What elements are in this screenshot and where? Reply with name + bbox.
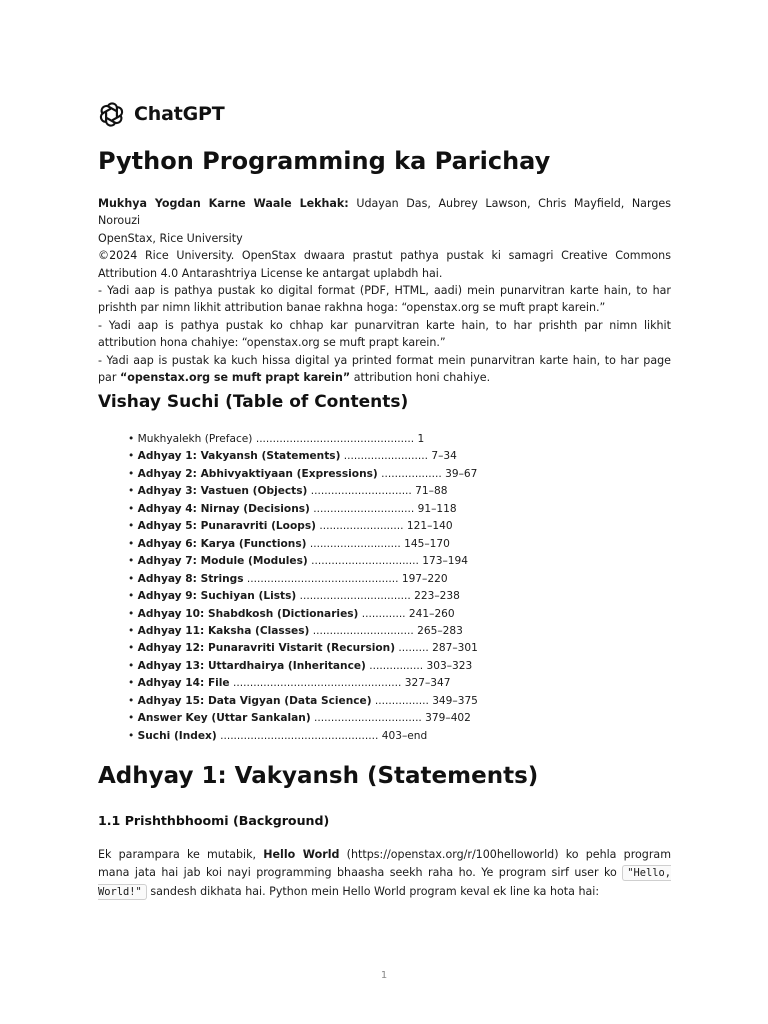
inline-code: "Hello, World!" (98, 866, 671, 898)
note-emphasis: “openstax.org se muft prapt karein” (119, 371, 351, 385)
toc-item (128, 553, 478, 570)
table-of-contents (128, 431, 478, 745)
toc-leader-dots: .............................. (307, 485, 416, 498)
toc-leader-dots: ............................................... (216, 729, 382, 742)
toc-item (128, 675, 478, 692)
toc-item-title: Adhyay 2: Abhivyaktiyaan (Expressions) (137, 467, 378, 480)
hello-world-term: Hello World (263, 848, 340, 861)
openai-logo-icon (98, 101, 125, 128)
toc-leader-dots: ................ (371, 694, 433, 707)
toc-item (128, 693, 478, 710)
toc-leader-dots: .................................................. (229, 677, 405, 690)
toc-item-pages: 349–375 (432, 694, 478, 707)
toc-item-title: Adhyay 5: Punaravriti (Loops) (137, 520, 316, 533)
attribution-note-digital: - Yadi aap is pathya pustak ko digital format (PDF, HTML, aadi) mein punarvitran karte hain, to har prishth par nimn likhit attribution banae rakhna hoga: “openstax.org se muft prapt karein.” (98, 284, 671, 315)
bullet: • (128, 712, 138, 725)
toc-item-title: Adhyay 15: Data Vigyan (Data Science) (137, 694, 372, 707)
toc-leader-dots: ................................ (307, 555, 423, 568)
bullet: • (128, 694, 138, 707)
section-heading: 1.1 Prishthbhoomi (Background) (98, 813, 330, 828)
toc-leader-dots: ......................... (340, 450, 432, 463)
bullet: • (128, 467, 138, 480)
toc-item-title: Suchi (Index) (137, 729, 217, 742)
bullet: • (128, 607, 138, 620)
bullet: • (128, 590, 138, 603)
toc-item-pages: 265–283 (417, 624, 463, 637)
attribution-note-print: - Yadi aap is pathya pustak ko chhap kar punarvitran karte hain, to har prishth par nimn likhit attribution hona chahiye: “openstax.org se muft prapt karein.” (98, 318, 671, 350)
toc-item-pages: 403–end (381, 729, 428, 742)
toc-leader-dots: ................................ (310, 712, 426, 725)
bullet: • (128, 677, 138, 690)
bullet: • (128, 485, 138, 498)
toc-item-pages: 287–301 (432, 642, 478, 655)
toc-item (128, 518, 478, 535)
bullet: • (128, 729, 138, 742)
toc-item-pages: 223–238 (414, 590, 460, 603)
authors-label: Mukhya Yogdan Karne Waale Lekhak: (98, 197, 349, 210)
logo (98, 100, 224, 128)
toc-leader-dots: .............................. (309, 502, 418, 515)
toc-item (128, 448, 478, 465)
chapter-heading: Adhyay 1: Vakyansh (Statements) (98, 763, 539, 789)
toc-item-title: Adhyay 11: Kaksha (Classes) (137, 624, 310, 637)
toc-item-title: Adhyay 9: Suchiyan (Lists) (137, 590, 297, 603)
front-matter (98, 195, 671, 386)
toc-item-title: Adhyay 6: Karya (Functions) (137, 537, 307, 550)
bullet: • (128, 572, 138, 585)
toc-item-pages: 241–260 (408, 607, 455, 620)
toc-leader-dots: ................ (365, 659, 427, 672)
toc-leader-dots: ................................. (296, 590, 415, 603)
page-title: Python Programming ka Parichay (98, 147, 551, 175)
bullet: • (128, 537, 138, 550)
toc-item-title: Answer Key (Uttar Sankalan) (137, 712, 311, 725)
toc-item (128, 623, 478, 640)
toc-item-title: Adhyay 7: Module (Modules) (137, 555, 308, 568)
toc-item-pages: 173–194 (422, 555, 469, 568)
logo-text: ChatGPT (134, 103, 225, 125)
bullet: • (128, 433, 138, 445)
toc-item (128, 431, 478, 448)
toc-item-title: Adhyay 4: Nirnay (Decisions) (137, 502, 310, 515)
authors-line (98, 195, 671, 230)
toc-item (128, 483, 478, 500)
toc-item (128, 466, 478, 483)
toc-item-title: Adhyay 10: Shabdkosh (Dictionaries) (137, 607, 359, 620)
bullet: • (128, 659, 138, 672)
toc-leader-dots: ............. (358, 607, 409, 620)
authors: Udayan Das, Aubrey Lawson, Chris Mayfield, Narges Norouzi (98, 197, 671, 228)
toc-item-pages: 1 (417, 433, 425, 445)
publisher: OpenStax, Rice University (98, 231, 243, 245)
bullet: • (128, 502, 138, 515)
toc-item-title: Adhyay 14: File (137, 677, 230, 690)
toc-leader-dots: .............................. (309, 624, 418, 637)
note-text-end: attribution honi chahiye. (350, 371, 491, 385)
toc-item (128, 588, 478, 605)
toc-item (128, 536, 478, 553)
toc-item (128, 571, 478, 588)
toc-item-pages: 71–88 (415, 485, 448, 498)
para-text-mid: (https://openstax.org/r/100helloworld) ko pehla program mana jata hai jab koi nayi programming bhaasha seekh raha ho. Ye program sirf user ko (98, 848, 672, 879)
toc-item-title: Adhyay 8: Strings (137, 572, 244, 585)
bullet: • (128, 520, 138, 533)
para-text: Ek parampara ke mutabik, (98, 848, 264, 861)
toc-leader-dots: ......... (395, 642, 433, 655)
toc-item-title: Adhyay 13: Uttardhairya (Inheritance) (137, 659, 366, 672)
bullet: • (128, 450, 138, 463)
toc-item-pages: 121–140 (406, 520, 453, 533)
toc-item-title: Adhyay 12: Punaravriti Vistarit (Recursion) (137, 642, 396, 655)
toc-item-pages: 91–118 (417, 502, 457, 515)
toc-item (128, 658, 478, 675)
toc-item-pages: 327–347 (404, 677, 451, 690)
toc-leader-dots: ........................... (306, 537, 405, 550)
toc-item (128, 606, 478, 623)
toc-item-title: Adhyay 1: Vakyansh (Statements) (137, 450, 341, 463)
toc-leader-dots: ............................................. (243, 572, 402, 585)
toc-item-title: Mukhyalekh (Preface) (137, 433, 253, 445)
bullet: • (128, 555, 138, 568)
toc-item-pages: 197–220 (401, 572, 448, 585)
toc-heading: Vishay Suchi (Table of Contents) (98, 392, 409, 412)
toc-leader-dots: ............................................... (252, 433, 418, 445)
toc-item-pages: 303–323 (426, 659, 473, 672)
toc-item-pages: 145–170 (404, 537, 450, 550)
toc-leader-dots: .................. (377, 467, 446, 480)
background-paragraph (98, 846, 671, 901)
toc-item (128, 710, 478, 727)
license-text: ©2024 Rice University. OpenStax dwaara prastut pathya pustak ki samagri Creative Commons Attribution 4.0 Antarashtriya License ke antargat uplabdh hai. (98, 249, 671, 280)
para-text-end: sandesh dikhata hai. Python mein Hello World program keval ek line ka hota hai: (146, 884, 600, 898)
attribution-note-partial (98, 352, 671, 387)
toc-item (128, 728, 478, 745)
toc-leader-dots: ......................... (315, 520, 407, 533)
toc-item (128, 640, 478, 657)
toc-item-title: Adhyay 3: Vastuen (Objects) (137, 485, 308, 498)
toc-item-pages: 379–402 (425, 712, 471, 725)
toc-item (128, 501, 478, 518)
bullet: • (128, 624, 138, 637)
note-text: - Yadi aap is pustak ka kuch hissa digital ya printed format mein punarvitran karte hain, to har page par (98, 353, 671, 385)
bullet: • (128, 642, 138, 655)
toc-item-pages: 39–67 (445, 467, 478, 480)
page-number: 1 (380, 970, 388, 981)
toc-item-pages: 7–34 (431, 450, 457, 463)
